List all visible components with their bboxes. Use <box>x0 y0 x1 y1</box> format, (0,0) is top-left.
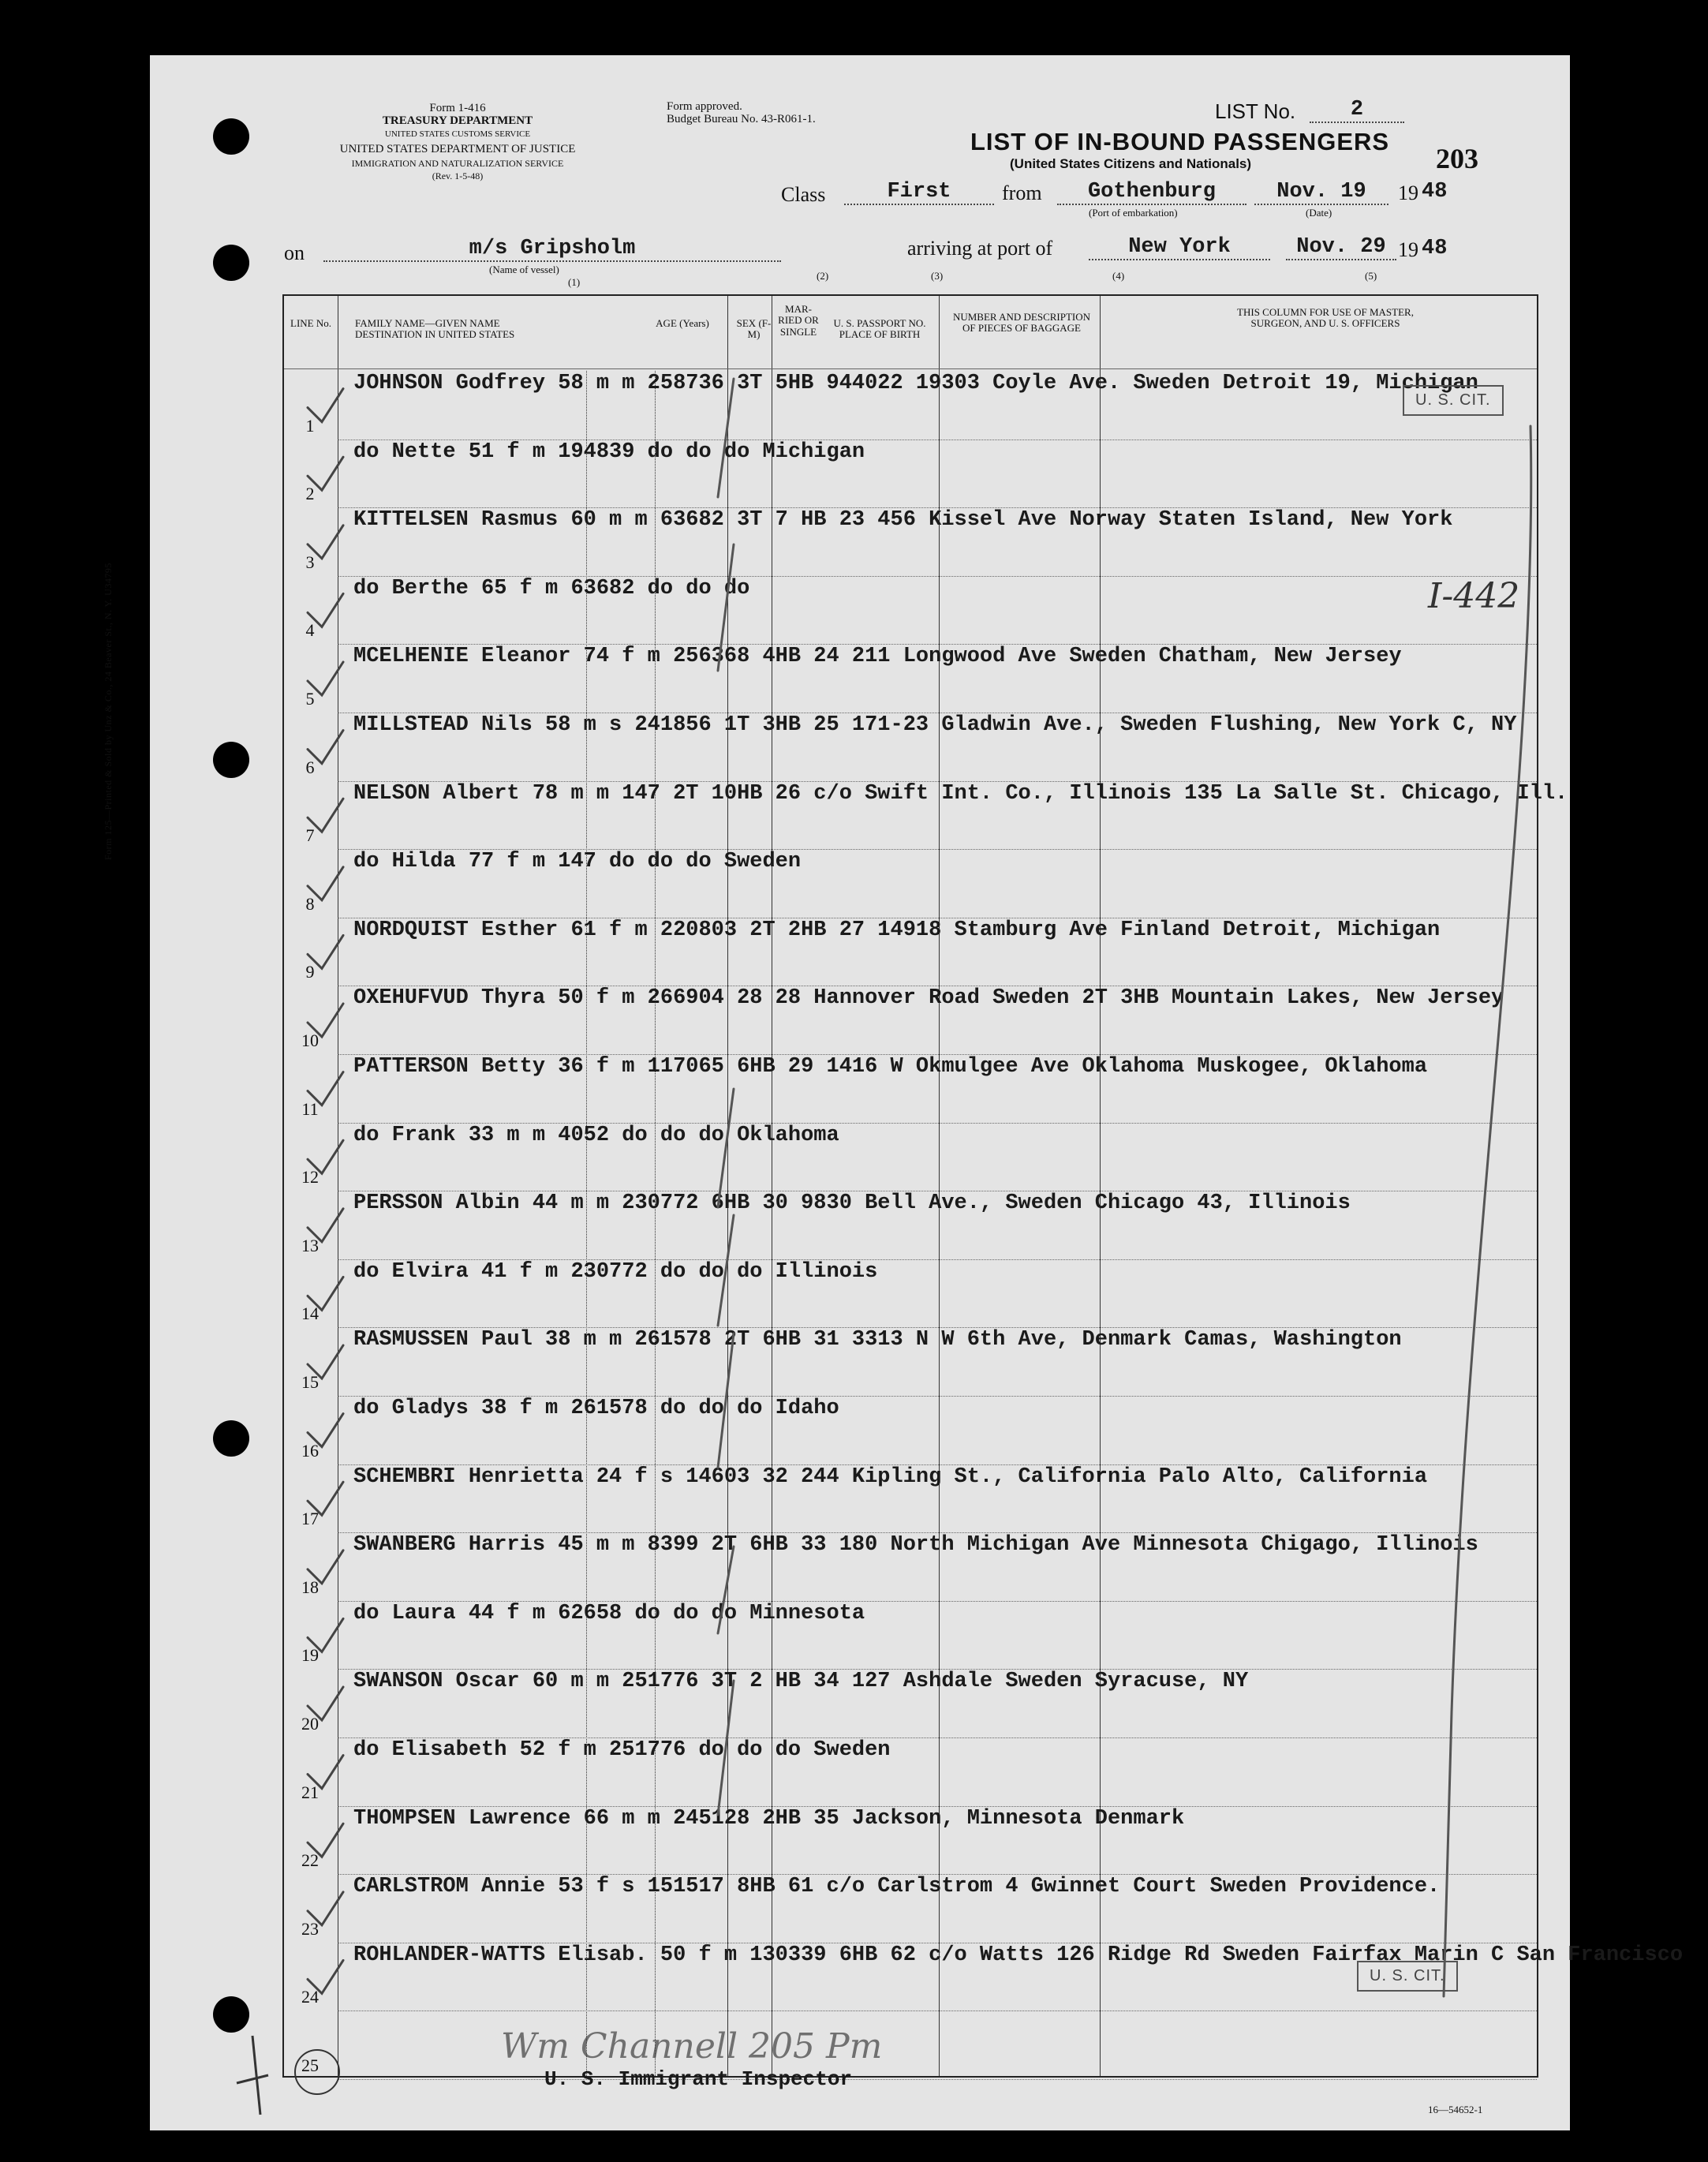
us-cit-stamp: U. S. CIT. <box>1357 1961 1458 1992</box>
passenger-entry: SWANBERG Harris 45 m m 8399 2T 6HB 33 180 North Michigan Ave Minnesota Chigago, Illinois <box>353 1533 1478 1558</box>
passenger-entry: do Gladys 38 f m 261578 do do do Idaho <box>353 1397 839 1420</box>
from-port: Gothenburg <box>1057 180 1246 205</box>
departure-year: 48 <box>1422 180 1448 204</box>
passenger-entry: PERSSON Albin 44 m m 230772 6HB 30 9830 Bell Ave., Sweden Chicago 43, Illinois <box>353 1191 1351 1216</box>
passenger-entry: do Nette 51 f m 194839 do do do Michigan <box>353 440 865 464</box>
year-prefix-2: 19 <box>1398 238 1418 261</box>
col-name-header: FAMILY NAME—GIVEN NAME DESTINATION IN UNITED STATES <box>355 317 515 341</box>
line-number: 14 <box>301 1304 319 1324</box>
from-label: from <box>1002 181 1042 204</box>
col-age-header: AGE (Years) <box>656 317 709 329</box>
revision: (Rev. 1-5-48) <box>432 170 484 181</box>
line-number: 16 <box>301 1440 319 1461</box>
justice-dept: UNITED STATES DEPARTMENT OF JUSTICE <box>339 143 576 155</box>
vessel-name: m/s Gripsholm <box>323 237 781 262</box>
line-number: 19 <box>301 1645 319 1666</box>
col-num-4: (4) <box>1112 270 1125 282</box>
port-caption: (Port of embarkation) <box>1089 207 1178 219</box>
arrival-port: New York <box>1089 235 1270 260</box>
line-number: 6 <box>305 757 315 777</box>
line-number: 8 <box>305 893 315 914</box>
date-caption: (Date) <box>1306 207 1332 219</box>
arrival-date: Nov. 29 <box>1286 235 1396 260</box>
passenger-entry: SCHEMBRI Henrietta 24 f s 14603 32 244 Kipling St., California Palo Alto, California <box>353 1464 1428 1489</box>
ins-service: IMMIGRATION AND NATURALIZATION SERVICE <box>351 158 564 169</box>
passenger-entry: THOMPSEN Lawrence 66 m m 245128 2HB 35 Jackson, Minnesota Denmark <box>353 1806 1185 1831</box>
passenger-entry: MCELHENIE Eleanor 74 f m 256368 4HB 24 211 Longwood Ave Sweden Chatham, New Jersey <box>353 645 1402 669</box>
passenger-entry: NELSON Albert 78 m m 147 2T 10HB 26 c/o Swift Int. Co., Illinois 135 La Salle St. Chicago, Ill. <box>353 781 1568 806</box>
passenger-entry: NORDQUIST Esther 61 f m 220803 2T 2HB 27 14918 Stamburg Ave Finland Detroit, Michigan <box>353 918 1441 942</box>
line-number: 4 <box>305 620 315 641</box>
on-label: on <box>284 241 305 264</box>
passenger-entry: do Berthe 65 f m 63682 do do do <box>353 576 750 600</box>
col-num-1: (1) <box>568 276 581 288</box>
line-number: 7 <box>305 825 315 846</box>
line-number: 1 <box>305 415 315 436</box>
list-label: LIST No. <box>1215 99 1296 123</box>
passenger-entry: OXEHUFVUD Thyra 50 f m 266904 28 28 Hannover Road Sweden 2T 3HB Mountain Lakes, New Jersey <box>353 986 1504 1011</box>
manifest-page <box>103 55 1684 2130</box>
col-passport-header: U. S. PASSPORT NO. PLACE OF BIRTH <box>833 317 926 341</box>
arriving-label: arriving at port of <box>907 237 1053 260</box>
page-subtitle: (United States Citizens and Nationals) <box>1010 156 1252 171</box>
passenger-entry: PATTERSON Betty 36 f m 117065 6HB 29 1416 W Okmulgee Ave Oklahoma Muskogee, Oklahoma <box>353 1055 1428 1079</box>
line-number: 5 <box>305 689 315 709</box>
us-cit-stamp: U. S. CIT. <box>1403 385 1504 416</box>
year-prefix: 19 <box>1398 181 1418 204</box>
col-num-5: (5) <box>1365 270 1377 282</box>
pencil-marks <box>150 55 1570 2130</box>
page-title: LIST OF IN-BOUND PASSENGERS <box>970 128 1390 155</box>
line-number: 11 <box>301 1098 319 1119</box>
line-number: 12 <box>301 1167 319 1188</box>
departure-date: Nov. 19 <box>1254 180 1388 205</box>
col-line-header: LINE No. <box>290 317 331 329</box>
printer-imprint: Form 125—Printed & Sold by Unz & Co., 24 Beaver St., N. Y. U34795 <box>103 563 114 860</box>
line-number: 21 <box>301 1782 319 1802</box>
line-number: 20 <box>301 1714 319 1734</box>
page-number: 203 <box>1436 143 1478 174</box>
line-number: 22 <box>301 1850 319 1871</box>
line-number: 25 <box>301 2055 319 2075</box>
passenger-entry: do Frank 33 m m 4052 do do do Oklahoma <box>353 1123 839 1147</box>
passenger-entry: MILLSTEAD Nils 58 m s 241856 1T 3HB 25 171-23 Gladwin Ave., Sweden Flushing, New York C, NY <box>353 713 1517 737</box>
passenger-entry: do Elisabeth 52 f m 251776 do do do Sweden <box>353 1738 891 1762</box>
line-number: 18 <box>301 1577 319 1597</box>
customs-service: UNITED STATES CUSTOMS SERVICE <box>384 129 531 139</box>
line-number: 2 <box>305 484 315 504</box>
treasury-dept: TREASURY DEPARTMENT <box>382 114 533 127</box>
line-number: 3 <box>305 552 315 572</box>
line-number: 15 <box>301 1372 319 1392</box>
line-number: 17 <box>301 1509 319 1529</box>
col-num-3: (3) <box>931 270 944 282</box>
col-num-2: (2) <box>817 270 829 282</box>
budget-bureau: Budget Bureau No. 43-R061-1. <box>667 113 816 125</box>
inspector-title: U. S. Immigrant Inspector <box>544 2067 853 2091</box>
passenger-entry: CARLSTROM Annie 53 f s 151517 8HB 61 c/o Carlstrom 4 Gwinnet Court Sweden Providence. <box>353 1875 1441 1899</box>
passenger-entry: do Elvira 41 f m 230772 do do do Illinois <box>353 1259 878 1284</box>
passenger-entry: JOHNSON Godfrey 58 m m 258736 3T 5HB 944022 19303 Coyle Ave. Sweden Detroit 19, Michigan <box>353 372 1478 395</box>
line-number: 23 <box>301 1918 319 1939</box>
list-number: 2 <box>1310 98 1404 123</box>
line-number: 9 <box>305 962 315 982</box>
form-code: 16—54652-1 <box>1428 2104 1483 2115</box>
line-number: 24 <box>301 1987 319 2007</box>
annotation-i442: I-442 <box>1428 576 1520 616</box>
arrival-year: 48 <box>1422 237 1448 260</box>
passenger-entry: do Hilda 77 f m 147 do do do Sweden <box>353 850 802 874</box>
col-married-header: MAR- RIED OR SINGLE <box>778 303 819 338</box>
passenger-entry: KITTELSEN Rasmus 60 m m 63682 3T 7 HB 23 456 Kissel Ave Norway Staten Island, New York <box>353 508 1453 533</box>
passenger-entry: do Laura 44 f m 62658 do do do Minnesota <box>353 1601 865 1625</box>
class-label: Class <box>781 183 826 206</box>
passenger-entry: RASMUSSEN Paul 38 m m 261578 2T 6HB 31 3313 N W 6th Ave, Denmark Camas, Washington <box>353 1328 1402 1352</box>
class-value: First <box>844 180 994 205</box>
passenger-entry: SWANSON Oscar 60 m m 251776 3T 2 HB 34 127 Ashdale Sweden Syracuse, NY <box>353 1670 1249 1694</box>
form-number: Form 1-416 <box>429 102 486 114</box>
line-number: 10 <box>301 1031 319 1050</box>
line-number: 13 <box>301 1235 319 1255</box>
vessel-caption: (Name of vessel) <box>489 264 559 275</box>
col-officers-header: THIS COLUMN FOR USE OF MASTER, SURGEON, AND U. S. OFFICERS <box>1237 306 1414 330</box>
inspector-signature: Wm Channell 205 Pm <box>501 2026 883 2067</box>
form-approved: Form approved. <box>667 100 742 113</box>
col-baggage-header: NUMBER AND DESCRIPTION OF PIECES OF BAGGAGE <box>952 311 1091 335</box>
col-sex-header: SEX (F-M) <box>736 317 772 341</box>
passenger-entry: ROHLANDER-WATTS Elisab. 50 f m 130339 6HB 62 c/o Watts 126 Ridge Rd Sweden Fairfax Marin C San Francisco <box>353 1943 1684 1967</box>
